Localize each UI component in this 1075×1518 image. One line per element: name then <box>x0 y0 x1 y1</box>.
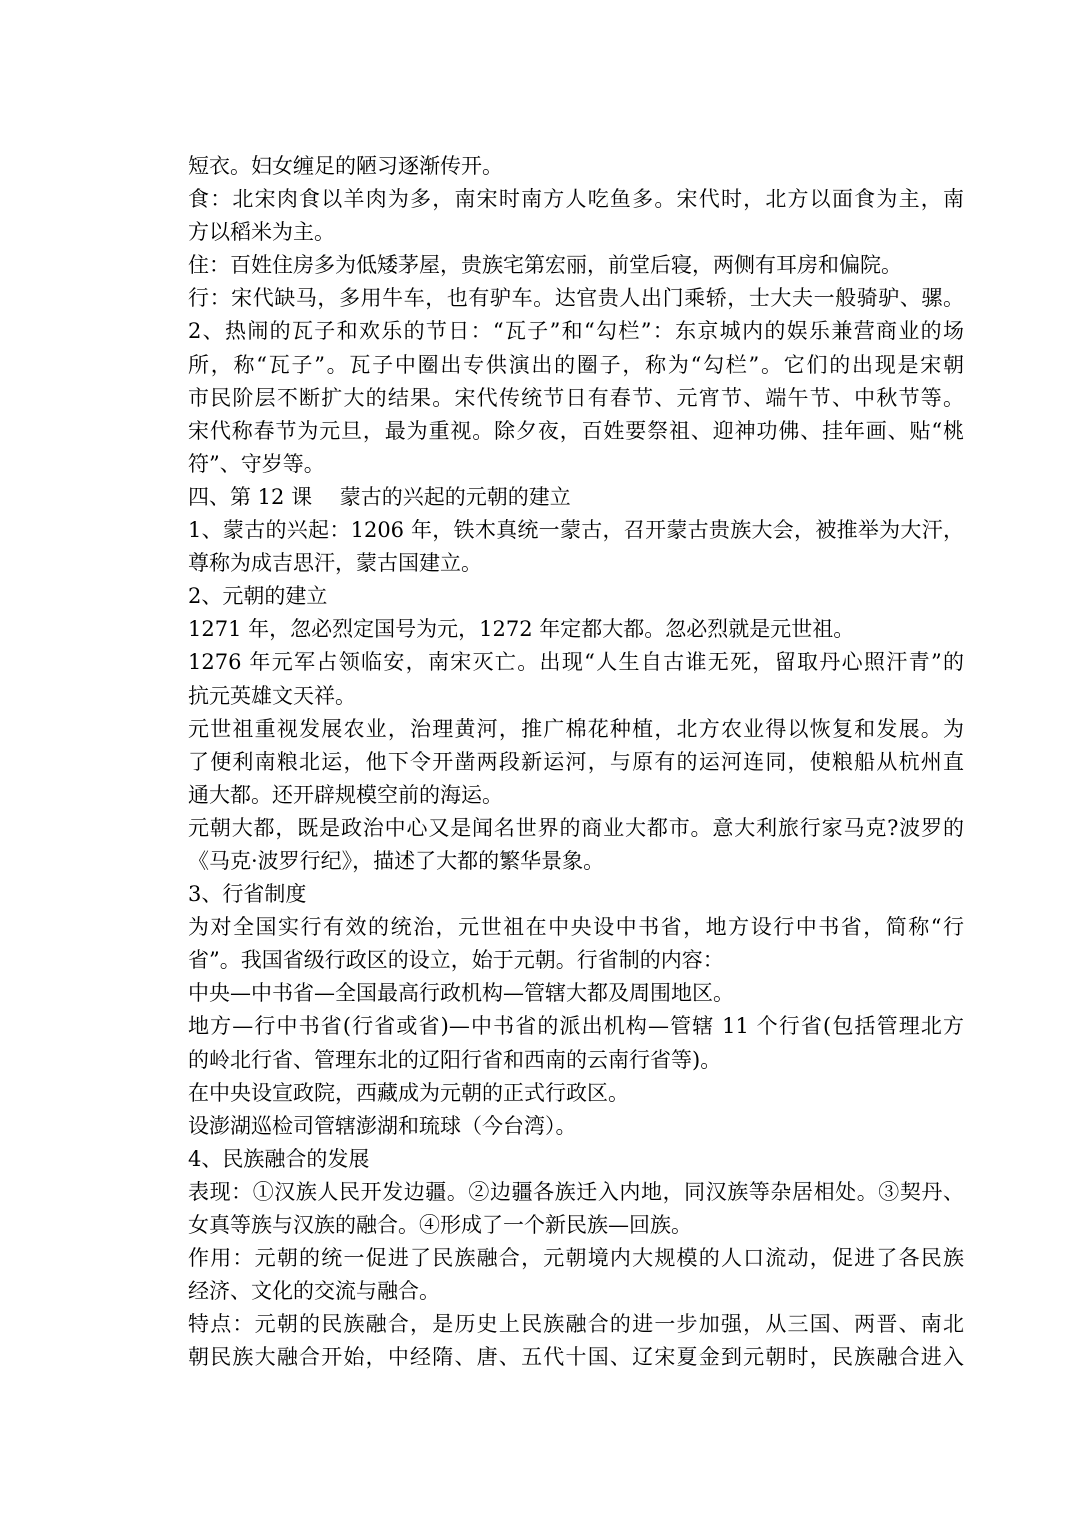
text-line: 食：北宋肉食以羊肉为多，南宋时南方人吃鱼多。宋代时，北方以面食为主，南 <box>188 187 964 212</box>
text-line: 行：宋代缺马，多用牛车，也有驴车。达官贵人出门乘轿，士大夫一般骑驴、骡。 <box>188 286 964 311</box>
section-heading: 四、第 12 课 蒙古的兴起的元朝的建立 <box>188 484 571 509</box>
text-line: 在中央设宣政院，西藏成为元朝的正式行政区。 <box>188 1080 629 1105</box>
text-line: 的岭北行省、管理东北的辽阳行省和西南的云南行省等)。 <box>188 1047 722 1072</box>
text-line: 住：百姓住房多为低矮茅屋，贵族宅第宏丽，前堂后寝，两侧有耳房和偏院。 <box>188 253 902 278</box>
text-line: 所，称“瓦子”。瓦子中圈出专供演出的圈子，称为“勾栏”。它们的出现是宋朝 <box>188 352 964 377</box>
text-line: 经济、文化的交流与融合。 <box>188 1279 440 1304</box>
text-line: 《马克·波罗行纪》，描述了大都的繁华景象。 <box>188 848 605 873</box>
text-line: 表现：①汉族人民开发边疆。②边疆各族迁入内地，同汉族等杂居相处。③契丹、 <box>188 1179 964 1204</box>
text-line: 朝民族大融合开始，中经隋、唐、五代十国、辽宋夏金到元朝时，民族融合进入 <box>188 1345 964 1370</box>
subsection-heading: 4、民族融合的发展 <box>188 1146 370 1171</box>
text-line: 女真等族与汉族的融合。④形成了一个新民族—回族。 <box>188 1213 692 1237</box>
text-line: 省”。我国省级行政区的设立，始于元朝。行省制的内容： <box>188 948 724 973</box>
text-line: 通大都。还开辟规模空前的海运。 <box>188 782 503 807</box>
text-line: 作用：元朝的统一促进了民族融合，元朝境内大规模的人口流动，促进了各民族 <box>188 1246 964 1271</box>
subsection-heading: 2、元朝的建立 <box>188 584 328 609</box>
text-line: 方以稻米为主。 <box>188 220 335 245</box>
text-line: 设澎湖巡检司管辖澎湖和琉球（今台湾）。 <box>188 1113 577 1138</box>
text-line: 尊称为成吉思汗，蒙古国建立。 <box>188 551 482 576</box>
text-line: 抗元英雄文天祥。 <box>188 683 356 708</box>
text-line: 为对全国实行有效的统治，元世祖在中央设中书省，地方设行中书省，简称“行 <box>188 915 964 940</box>
text-line: 符”、守岁等。 <box>188 451 325 476</box>
text-line: 1276 年元军占领临安，南宋灭亡。出现“人生自古谁无死，留取丹心照汗青”的 <box>188 650 964 675</box>
document-body <box>188 150 964 1374</box>
text-line: 1、蒙古的兴起：1206 年，铁木真统一蒙古，召开蒙古贵族大会，被推举为大汗， <box>188 518 964 543</box>
text-line: 特点：元朝的民族融合，是历史上民族融合的进一步加强，从三国、两晋、南北 <box>188 1312 964 1337</box>
text-line: 中央—中书省—全国最高行政机构—管辖大都及周围地区。 <box>188 981 734 1006</box>
text-line: 2、热闹的瓦子和欢乐的节日：“瓦子”和“勾栏”：东京城内的娱乐兼营商业的场 <box>188 319 964 344</box>
subsection-heading: 3、行省制度 <box>188 882 307 907</box>
text-line: 了便利南粮北运，他下令开凿两段新运河，与原有的运河连同，使粮船从杭州直 <box>188 749 964 774</box>
text-line: 元朝大都，既是政治中心又是闻名世界的商业大都市。意大利旅行家马克?波罗的 <box>188 815 964 840</box>
text-line: 宋代称春节为元旦，最为重视。除夕夜，百姓要祭祖、迎神功佛、挂年画、贴“桃 <box>188 418 964 443</box>
text-line: 市民阶层不断扩大的结果。宋代传统节日有春节、元宵节、端午节、中秋节等。 <box>188 385 964 410</box>
text-line: 地方—行中书省(行省或省)—中书省的派出机构—管辖 11 个行省(包括管理北方 <box>188 1014 964 1039</box>
text-line: 1271 年，忽必烈定国号为元，1272 年定都大都。忽必烈就是元世祖。 <box>188 617 855 642</box>
text-line: 元世祖重视发展农业，治理黄河，推广棉花种植，北方农业得以恢复和发展。为 <box>188 716 964 741</box>
text-line: 短衣。妇女缠足的陋习逐渐传开。 <box>188 154 503 178</box>
